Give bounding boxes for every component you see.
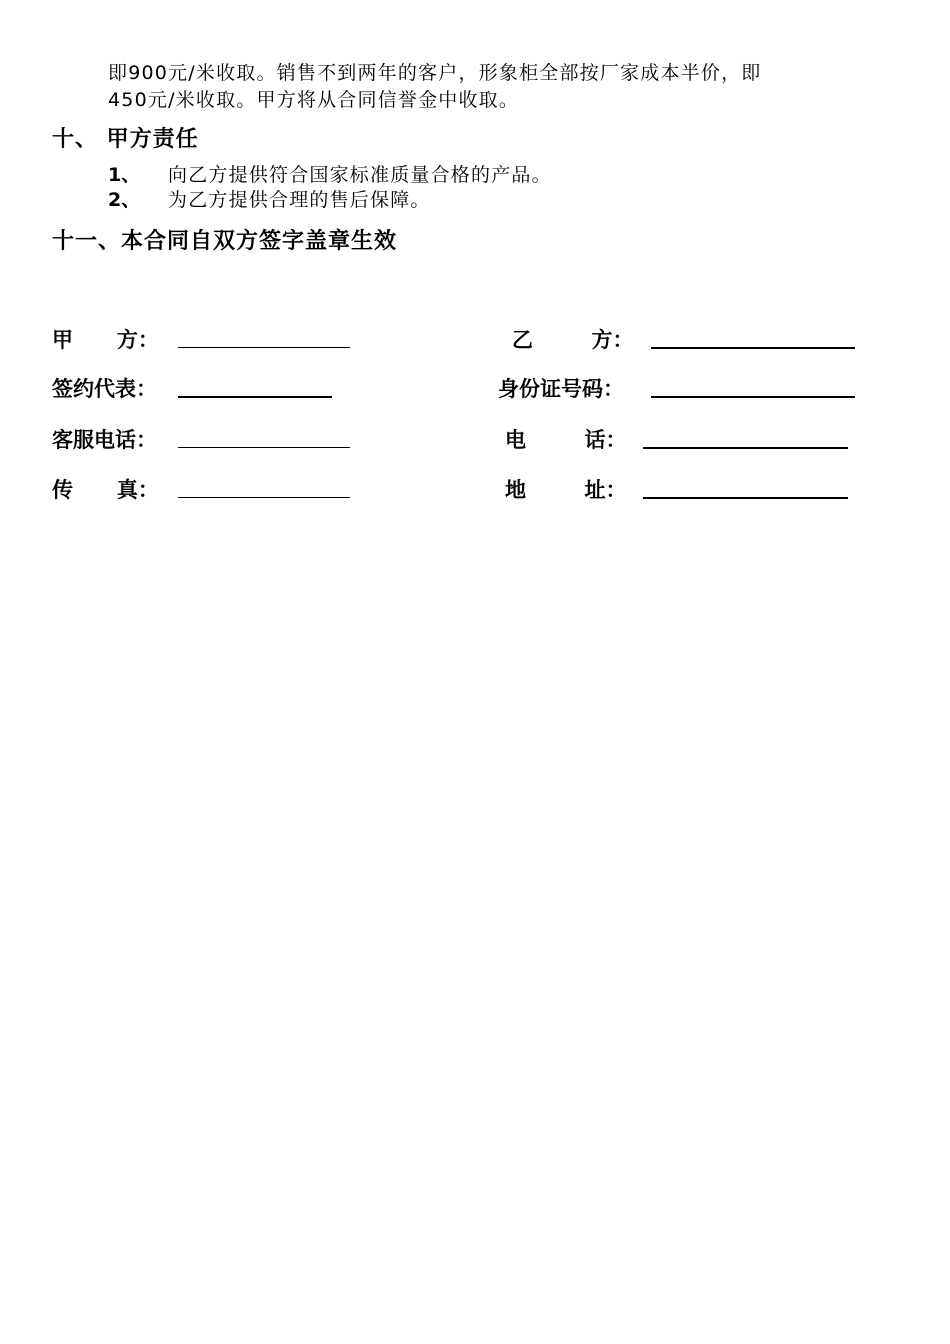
list-item-text: 向乙方提供符合国家标准质量合格的产品。 [168, 164, 552, 186]
address-blank [643, 497, 848, 499]
paragraph-line-2: 450元/米收取。甲方将从合同信誉金中收取。 [108, 89, 520, 111]
party-b-blank [651, 347, 855, 349]
signing-representative-blank [178, 396, 332, 398]
party-b-label: 乙 方： [512, 328, 634, 352]
fax-blank [178, 497, 350, 498]
list-item-number: 1、 [108, 164, 141, 186]
list-item [108, 162, 552, 188]
signing-representative-label: 签约代表： [52, 377, 157, 401]
party-a-label: 甲 方： [52, 328, 159, 352]
id-number-blank [651, 396, 855, 398]
party-a-blank [178, 347, 350, 348]
list-item [108, 187, 431, 213]
phone-label: 电 话： [505, 428, 627, 452]
list-item-text: 为乙方提供合理的售后保障。 [168, 189, 431, 211]
address-label: 地 址： [505, 478, 627, 502]
section-10-title: 十、 甲方责任 [52, 127, 199, 152]
customer-service-phone-label: 客服电话： [52, 428, 157, 452]
section-11-title: 十一、本合同自双方签字盖章生效 [52, 229, 398, 254]
id-number-label: 身份证号码： [498, 377, 624, 401]
phone-blank [643, 447, 848, 449]
paragraph-line-1: 即900元/米收取。销售不到两年的客户，形象柜全部按厂家成本半价，即 [108, 62, 762, 84]
customer-service-phone-blank [178, 447, 350, 448]
fax-label: 传 真： [52, 478, 159, 502]
list-item-number: 2、 [108, 189, 141, 211]
